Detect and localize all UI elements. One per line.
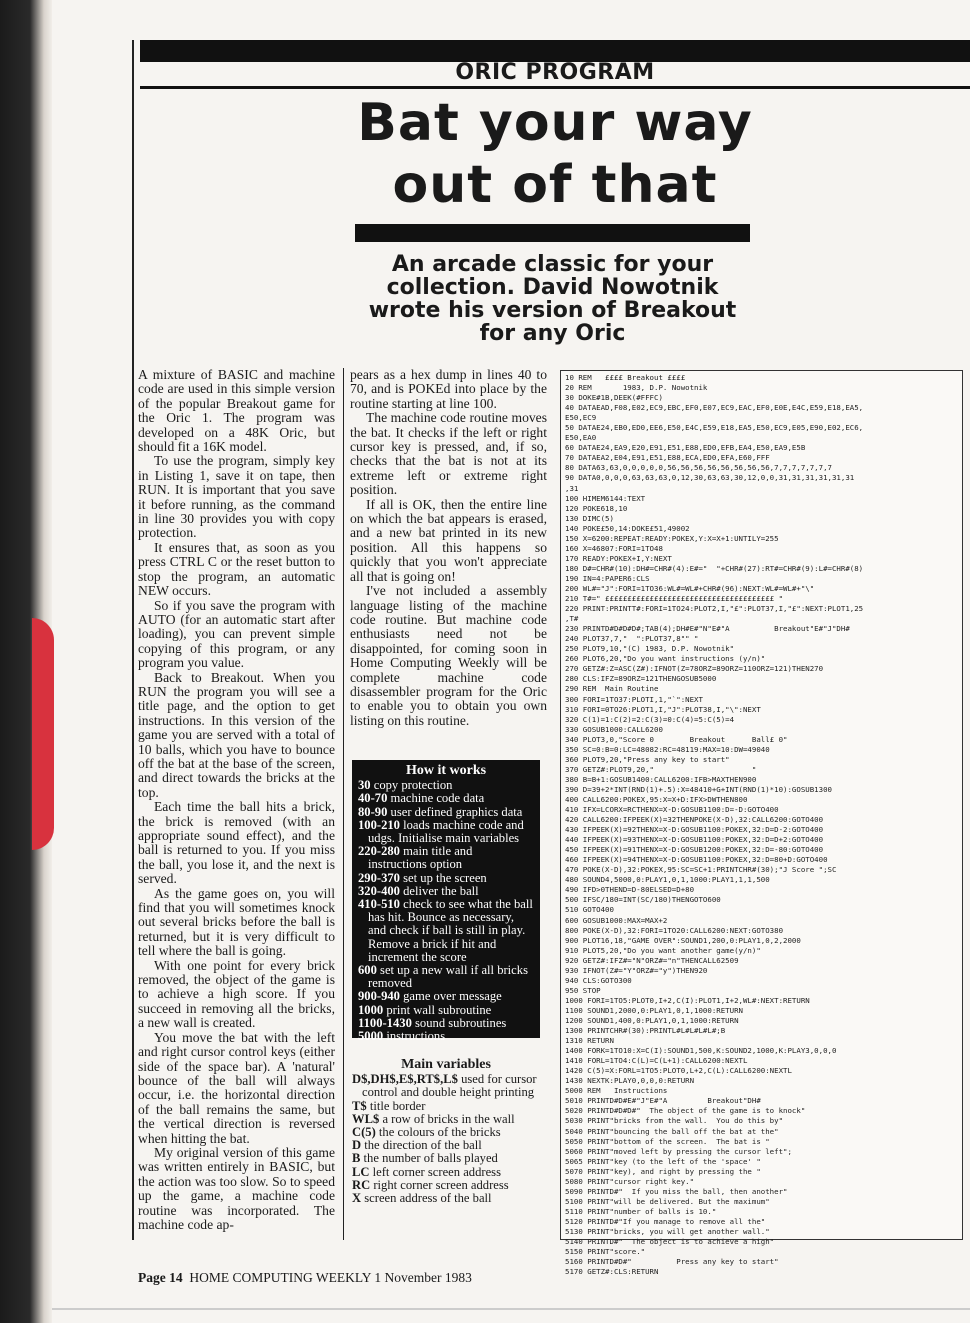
- section-label: ORIC PROGRAM: [455, 60, 655, 85]
- listing-line: 5120 PRINTD#"If you manage to remove all the": [565, 1216, 766, 1226]
- listing-line: 210 T#=" ££££££££££££££££££££££££££££££££££££££ ": [565, 594, 784, 604]
- how-it-works-item: [358, 845, 534, 871]
- listing-line: ,T#: [565, 614, 579, 624]
- paragraph: With one point for every brick removed, the object of the game is to achieve a high score. If you succeed in removing all the bricks, a new wall is created.: [138, 957, 335, 1031]
- variable-desc: left corner screen address: [369, 1164, 501, 1179]
- paragraph: You move the bat with the left and right cursor control keys (either side of the space bar). A 'natural' bounce of the ball will always occur, i.e. the horizontal direction of the ball remains the same, but the vertical direction is reversed when hitting the bat.: [138, 1029, 335, 1146]
- headline-line-1: Bat your way: [357, 93, 753, 153]
- listing-line: 5060 PRINT"moved left by pressing the cursor left";: [565, 1146, 792, 1156]
- listing-line: 170 READY:POKEX+I,Y:NEXT: [565, 553, 672, 563]
- how-it-works-key: 100-210: [358, 817, 400, 832]
- paragraph: So if you save the program with AUTO (for an automatic start after loading), you can prevent simple copying of this program, or any program you value.: [138, 597, 335, 671]
- listing-line: 920 GETZ#:IFZ#="N"ORZ#="n"THENCALL62509: [565, 955, 739, 965]
- listing-line: 5090 PRINTD#" If you miss the ball, then another": [565, 1186, 788, 1196]
- how-it-works-desc: machine code data: [387, 791, 485, 806]
- how-it-works-desc: set up the screen: [399, 870, 487, 885]
- listing-line: 1410 FORL=1TO4:C(L)=C(L+1):CALL6200:NEXTL: [565, 1056, 748, 1066]
- paragraph: Back to Breakout. When you RUN the program you will see a title page, and the option to get instructions. In this version of the game you are served with a total of 10 balls, which you have to bounce off the bat at the base of the screen, and direct towards the bricks at the top.: [138, 669, 335, 800]
- listing-line: 900 PLOT16,18,"GAME OVER":SOUND1,200,0:PLAY1,0,2,2000: [565, 935, 801, 945]
- how-it-works-desc: game over message: [399, 989, 502, 1004]
- listing-line: 160 X=46807:FORI=1TO48: [565, 543, 663, 553]
- listing-line: 310 FORI=0TO26:PLOT1,I,"J":PLOT38,I,"\":NEXT: [565, 704, 761, 714]
- listing-line: 290 REM Main Routine: [565, 684, 659, 694]
- listing-line: 1430 NEXTK:PLAY0,0,0,0:RETURN: [565, 1076, 695, 1086]
- listing-line: 280 CLS:IFZ=89ORZ=121THENGOSUB5000: [565, 674, 717, 684]
- listing-line: 10 REM ££££ Breakout ££££: [565, 373, 686, 382]
- listing-line: 320 C(1)=1:C(2)=2:C(3)=0:C(4)=5:C(5)=4: [565, 714, 735, 724]
- listing-line: 1310 RETURN: [565, 1036, 614, 1046]
- listing-line: 910 PLOT5,20,"Do you want another game(y/n)": [565, 945, 761, 955]
- how-it-works-key: 1100-1430: [358, 1015, 412, 1030]
- listing-line: 1300 PRINTCHR#(30):PRINTL#L#L#L#L#;B: [565, 1026, 726, 1036]
- page-number: Page 14: [138, 1270, 183, 1285]
- how-it-works-desc: print wall subroutine: [383, 1002, 492, 1017]
- listing-line: 490 IFD>0THEND=D-80ELSED=D+80: [565, 885, 695, 895]
- standfirst: An arcade classic for your collection. David Nowotnik wrote his version of Breakout for any Oric: [368, 252, 737, 346]
- listing-line: 440 IFPEEK(X)=93THENX=X-D:GOSUB1100:POKEX,32:D=D+2:GOTO400: [565, 835, 824, 845]
- main-variables-list: [352, 1073, 540, 1205]
- how-it-works-item: [358, 1030, 534, 1043]
- listing-line: 470 POKE(X-D),32:POKEX,95:SC=SC+1:PRINTCHR#(30);"J Score ";SC: [565, 865, 837, 875]
- listing-line: 5080 PRINT"cursor right key.": [565, 1176, 695, 1186]
- variable-desc: the number of balls played: [360, 1151, 498, 1166]
- how-it-works-key: 900-940: [358, 989, 400, 1004]
- bottom-edge: [52, 1308, 970, 1310]
- listing-line: 460 IFPEEK(X)=94THENX=X-D:GOSUB1100:POKEX,32:D=80+D:GOTO400: [565, 855, 828, 865]
- how-it-works-key: 320-400: [358, 883, 400, 898]
- listing-line: 1100 SOUND1,2000,0:PLAY1,0,1,1000:RETURN: [565, 1005, 743, 1015]
- how-it-works-box: [352, 760, 540, 1044]
- listing-line: 190 IN=4:PAPER6:CLS: [565, 573, 650, 583]
- how-it-works-desc: instructions: [383, 1029, 446, 1044]
- listing-line: 600 GOSUB1000:MAX=MAX+2: [565, 915, 668, 925]
- listing-line: 5150 PRINT"score.": [565, 1247, 646, 1257]
- paragraph: pears as a hex dump in lines 40 to 70, and is POKEd into place by the routine starting at line 100.: [350, 367, 547, 411]
- listing-line: ,31: [565, 483, 579, 493]
- variable-key: WL$: [352, 1111, 380, 1126]
- variable-desc: a row of bricks in the wall: [379, 1111, 515, 1126]
- listing-line: 1420 C(5)=X:FORL=1TO5:PLOT0,L+2,C(L):CALL6200:NEXTL: [565, 1066, 792, 1076]
- listing-line: 240 PLOT37,7," ":PLOT37,8"" ": [565, 634, 699, 644]
- publication-line: HOME COMPUTING WEEKLY 1 November 1983: [189, 1270, 472, 1285]
- listing-line: 1000 FORI=1TO5:PLOT0,I+2,C(I):PLOT1,I+2,WL#:NEXT:RETURN: [565, 995, 810, 1005]
- variable-item: [352, 1192, 540, 1205]
- left-border-rule: [132, 40, 134, 1240]
- listing-line: 430 IFPEEK(X)=92THENX=X-D:GOSUB1100:POKEX,32:D=D-2:GOTO400: [565, 825, 824, 835]
- listing-line: 380 B=B+1:GOSUB1400:CALL6200:IFB>MAXTHEN900: [565, 774, 757, 784]
- listing-line: 420 CALL6200:IFPEEK(X)=32THENPOKE(X-D),32:CALL6200:GOTO400: [565, 815, 824, 825]
- listing-line: 5020 PRINTD#D#D#" The object of the game is to knock": [565, 1106, 806, 1116]
- listing-line: 250 PLOT9,10,"(C) 1983, D.P. Nowotnik": [565, 644, 735, 654]
- page-footer: [138, 1270, 472, 1286]
- how-it-works-key: 1000: [358, 1002, 384, 1017]
- listing-line: 100 HIMEM6144:TEXT: [565, 493, 646, 503]
- listing-line: 350 SC=0:B=0:LC=48082:RC=48119:MAX=10:DW=49040: [565, 744, 770, 754]
- listing-line: 90 DATA0,0,0,0,63,63,63,0,12,30,63,63,30,12,0,0,31,31,31,31,31,31: [565, 473, 855, 483]
- listing-line: E50,EA0: [565, 433, 597, 443]
- how-it-works-item: [358, 819, 534, 845]
- listing-line: 930 IFNOT(Z#="Y"ORZ#="y")THEN920: [565, 965, 708, 975]
- listing-line: 150 X=6200:REPEAT:READY:POKEX,Y:X=X+1:UNTILY=255: [565, 533, 779, 543]
- how-it-works-key: 5000: [358, 1029, 384, 1044]
- listing-line: 180 D#=CHR#(10):DH#=CHR#(4):E#=" "+CHR#(27):RT#=CHR#(9):L#=CHR#(8): [565, 563, 864, 573]
- paragraph: The machine code routine moves the bat. It checks if the left or right cursor key is pressed, and, if so, checks that the bat is not at its extreme left or extreme right position.: [350, 410, 547, 498]
- variable-key: RC: [352, 1177, 371, 1192]
- variable-key: LC: [352, 1164, 370, 1179]
- paragraph: My original version of this game was written entirely in BASIC, but the action was too slow. So to speed up the game, a machine code routine was incorporated. The machine code ap-: [138, 1144, 335, 1232]
- paragraph: As the game goes on, you will find that you will sometimes knock out several bricks before the ball is returned, but it is very difficult to tell where the ball is going.: [138, 885, 335, 959]
- listing-line: 5140 PRINTD#" The object is to achieve a high": [565, 1237, 775, 1247]
- listing-line: 5065 PRINT"key (to the left of the 'space' ": [565, 1156, 761, 1166]
- variable-key: C(5): [352, 1125, 376, 1140]
- variable-item: [352, 1073, 540, 1099]
- listing-line: 950 STOP: [565, 985, 601, 995]
- listing-line: 5070 PRINT"key), and right by pressing the ": [565, 1166, 761, 1176]
- how-it-works-item: [358, 964, 534, 990]
- listing-line: 5050 PRINT"bottom of the screen. The bat is ": [565, 1136, 770, 1146]
- variable-key: B: [352, 1151, 361, 1166]
- how-it-works-desc: deliver the ball: [399, 883, 479, 898]
- listing-line: 800 POKE(X-D),32:FORI=1TO20:CALL6200:NEXT:GOTO380: [565, 925, 784, 935]
- listing-line: 480 SOUND4,5000,0:PLAY1,0,1,1000:PLAY1,1,1,500: [565, 875, 770, 885]
- paragraph: I've not included a assembly language listing of the machine code routine. But machine code enthusiasts need not be disappointed, for coming soon in Home Computing Weekly will be complete machine code disassembler program for the Oric to enable you to obtain you own listing on this routine.: [350, 583, 547, 728]
- listing-line: 5110 PRINT"number of balls is 10.": [565, 1206, 717, 1216]
- listing-line: 270 GETZ#:Z=ASC(Z#):IFNOT(Z=78ORZ=89ORZ=110ORZ=121)THEN270: [565, 664, 824, 674]
- listing-line: 400 CALL6200:POKEX,95:X=X+D:IFX>DWTHEN800: [565, 794, 748, 804]
- listing-line: 340 PLOT3,0,"Score 0 Breakout Ball£ 0": [565, 734, 788, 744]
- listing-line: 80 DATA63,63,0,0,0,0,0,56,56,56,56,56,56,56,56,7,7,7,7,7,7,7: [565, 463, 832, 473]
- listing-line: 940 CLS:GOTO300: [565, 975, 632, 985]
- how-it-works-key: 40-70: [358, 791, 388, 806]
- variable-desc: screen address of the ball: [361, 1191, 492, 1206]
- listing-line: 410 IFX=LCORX=RCTHENX=X-D:GOSUB1100:D=-D:GOTO400: [565, 805, 779, 815]
- listing-line: 40 DATAEAD,F08,E02,EC9,EBC,EF0,E07,EC9,EAC,EF0,E0E,E4C,E59,E18,EA5,: [565, 403, 864, 413]
- listing-line: 360 PLOT9,20,"Press any key to start": [565, 754, 730, 764]
- variable-key: D: [352, 1138, 362, 1153]
- column-rule: [343, 368, 344, 1240]
- how-it-works-key: 30: [358, 778, 371, 793]
- variable-desc: the direction of the ball: [361, 1138, 482, 1153]
- article-column-1: [138, 368, 335, 1232]
- how-it-works-key: 220-280: [358, 844, 400, 859]
- listing-line: 220 PRINT:PRINTT#:FORI=1TO24:PLOT2,I,"£":PLOT37,I,"£":NEXT:PLOT1,25: [565, 604, 864, 614]
- variable-desc: used for cursor control and double height printing: [362, 1072, 537, 1100]
- listing-line: 130 DIMC(5): [565, 513, 614, 523]
- variable-key: X: [352, 1191, 362, 1206]
- how-it-works-list: [358, 779, 534, 1043]
- how-it-works-title: How it works: [405, 763, 487, 778]
- headline-bar: [355, 224, 750, 242]
- variable-desc: title border: [366, 1098, 426, 1113]
- listing-line: E50,EC9: [565, 413, 597, 423]
- paragraph: It ensures that, as soon as you press CTRL C or the reset button to stop the program, an automatic NEW occurs.: [138, 539, 335, 599]
- how-it-works-desc: sound subroutines: [411, 1015, 507, 1030]
- section-underline: [140, 86, 970, 89]
- binding-red-mark: [32, 618, 54, 850]
- listing-line: 60 DATAE24,EA9,E20,E91,E51,E88,ED0,EFB,EA4,E50,EA9,E5B: [565, 443, 806, 453]
- listing-line: 140 POKE£50,14:DOKE£51,49002: [565, 523, 690, 533]
- variable-desc: right corner screen address: [370, 1177, 509, 1192]
- listing-line: 1400 FORK=1TO10:X=C(I):SOUND1,500,K:SOUND2,1000,K:PLAY3,0,0,0: [565, 1046, 837, 1056]
- how-it-works-desc: loads machine code and udgs. Initialise main variables: [368, 817, 524, 846]
- how-it-works-key: 290-370: [358, 870, 400, 885]
- listing-line: 5160 PRINTD#D#" Press any key to start": [565, 1257, 779, 1267]
- listing-line: 370 GETZ#:PLOT9,20," ": [565, 764, 757, 774]
- how-it-works-desc: set up a new wall if all bricks removed: [368, 963, 528, 991]
- variable-key: D$,DH$,E$,RT$,L$: [352, 1072, 458, 1087]
- headline: [140, 92, 970, 216]
- listing-line: 510 GOTO400: [565, 905, 614, 915]
- variable-desc: the colours of the bricks: [375, 1125, 501, 1140]
- paragraph: Each time the ball hits a brick, the brick is removed (with an appropriate sound effect), and the ball is returned to you. If you miss the ball, you lose it, and the next is served.: [138, 799, 335, 887]
- how-it-works-desc: user defined graphics data: [387, 804, 523, 819]
- how-it-works-item: [358, 898, 534, 964]
- main-variables-box: [352, 1058, 540, 1205]
- how-it-works-key: 600: [358, 963, 377, 978]
- listing-line: 260 PLOT6,20,"Do you want instructions (y/n)": [565, 654, 766, 664]
- headline-line-2: out of that: [392, 155, 718, 215]
- listing-line: 300 FORI=1TO37:PLOTI,1,"`":NEXT: [565, 694, 703, 704]
- how-it-works-key: 410-510: [358, 897, 400, 912]
- how-it-works-desc: copy protection: [370, 778, 453, 793]
- listing-line: 5010 PRINTD#D#E#"J"E#"A Breakout"DH#: [565, 1096, 761, 1106]
- listing-line: 50 DATAE24,EB0,ED0,EE6,E50,E4C,E59,E18,EA5,E50,EC9,E05,E90,E02,EC6,: [565, 423, 864, 433]
- listing-line: 1200 SOUND1,400,0:PLAY1,0,1,1000:RETURN: [565, 1016, 739, 1025]
- listing-line: 30 DOKE#1B,DEEK(#FFFC): [565, 393, 663, 403]
- program-listing: [560, 370, 963, 1277]
- listing-line: 5040 PRINT"bouncing the ball off the bat at the": [565, 1126, 779, 1136]
- listing-line: 5100 PRINT"will be delivered. But the maximum": [565, 1196, 770, 1206]
- listing-line: 20 REM 1983, D.P. Nowotnik: [565, 383, 708, 393]
- top-black-bar: [140, 40, 970, 62]
- listing-line: 450 IFPEEK(X)=91THENX=X-D:GOSUB1200:POKEX,32:D=-80:GOTO400: [565, 845, 824, 855]
- listing-line: 5030 PRINT"bricks from the wall. You do this by": [565, 1116, 784, 1126]
- listing-line: 500 IFSC/180=INT(SC/180)THENGOTO600: [565, 895, 721, 905]
- variable-key: T$: [352, 1098, 367, 1113]
- listing-line: 5130 PRINT"bricks, you will get another wall.": [565, 1226, 770, 1236]
- listing-line: 120 POKE618,10: [565, 503, 628, 513]
- main-variables-title: Main variables: [401, 1057, 491, 1072]
- how-it-works-desc: check to see what the ball has hit. Bounce as necessary, and check if ball is still in play. Remove a brick if hit and increment the score: [368, 897, 533, 964]
- how-it-works-key: 80-90: [358, 804, 388, 819]
- listing-line: 5170 GETZ#:CLS:RETURN: [565, 1267, 659, 1277]
- how-it-works-desc: main title and instructions option: [368, 844, 473, 872]
- listing-line: 5000 REM Instructions: [565, 1086, 668, 1096]
- paragraph: A mixture of BASIC and machine code are used in this simple version of the popular Breakout game for the Oric 1. The program was developed on a 48K Oric, but should fit a 16K model.: [138, 367, 335, 455]
- paragraph: To use the program, simply key in Listing 1, save it on tape, then RUN. It is important that you save it before running, as the command in line 30 provides you with copy protection.: [138, 453, 335, 541]
- paragraph: If all is OK, then the entire line on which the bat appears is erased, and a new bat printed in its new position. All this happens so quickly that you won't appreciate all that is going on!: [350, 496, 547, 584]
- listing-line: 70 DATAEA2,E04,E91,E51,E88,ECA,ED0,EFA,E60,FFF: [565, 453, 770, 463]
- article-column-2: [350, 368, 547, 728]
- listing-line: 390 D=39+2*INT(RND(1)+.5):X=48410+G+INT(RND(1)*10):GOSUB1300: [565, 784, 832, 794]
- listing-line: 230 PRINTD#D#D#D#;TAB(4);DH#E#"N"E#"A Breakout"E#"J"DH#: [565, 624, 850, 634]
- listing-line: 330 GOSUB1000:CALL6200: [565, 724, 663, 734]
- listing-line: 200 WL#="J":FORI=1TO36:WL#=WL#+CHR#(96):NEXT:WL#=WL#+"\": [565, 583, 815, 593]
